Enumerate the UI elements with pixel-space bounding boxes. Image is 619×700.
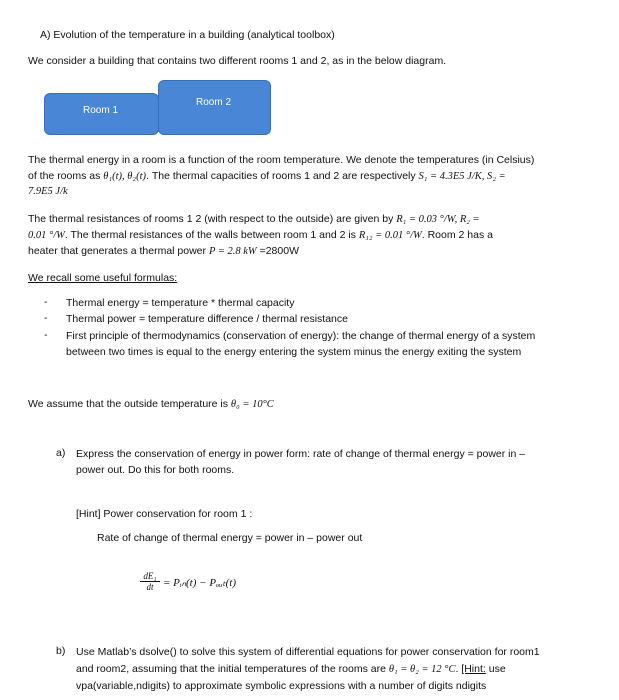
- formula-1: Thermal energy = temperature * thermal capacity: [66, 297, 295, 309]
- part-a-line-1: Express the conservation of energy in power form: rate of change of thermal energy = power in –: [76, 448, 526, 460]
- resistances-line-1: The thermal resistances of rooms 1 2 (with respect to the outside) are given by R₁ = 0.03 °/W, R₂ =: [28, 213, 480, 225]
- resistances-line-3: heater that generates a thermal power P = 2.8 kW =2800W: [28, 245, 299, 257]
- bullet-3: -: [44, 329, 48, 341]
- part-b-line-3: vpa(variable,ndigits) to approximate symbolic expressions with a number of digits ndigits: [76, 680, 487, 692]
- intro-text: We consider a building that contains two different rooms 1 and 2, as in the below diagram.: [28, 55, 447, 67]
- part-b-line-2: and room2, assuming that the initial temperatures of the rooms are θ₁ = θ₂ = 12 °C. [Hint: use: [76, 663, 506, 675]
- room-1-box: [44, 93, 159, 135]
- outside-temperature: We assume that the outside temperature is θ₀ = 10°C: [28, 398, 274, 410]
- equation-rhs: = Pᵢₙ(t) − Pₒᵤₜ(t): [163, 577, 237, 589]
- formula-2: Thermal power = temperature difference / thermal resistance: [66, 313, 348, 325]
- resistances-line-2: 0.01 °/W. The thermal resistances of the walls between room 1 and 2 is R₁₂ = 0.01 °/W. Room 2 has a: [28, 229, 493, 241]
- hint-heading: [Hint] Power conservation for room 1 :: [76, 508, 253, 520]
- formula-3: First principle of thermodynamics (conservation of energy): the change of thermal energy of a system: [66, 330, 536, 342]
- formula-3-cont: between two times is equal to the energy entering the system minus the energy exiting the system: [66, 346, 522, 358]
- section-title: A) Evolution of the temperature in a building (analytical toolbox): [40, 29, 335, 41]
- equation-numerator: dE₁: [140, 571, 160, 582]
- rate-statement: Rate of change of thermal energy = power in – power out: [97, 532, 363, 544]
- bullet-1: -: [44, 296, 48, 308]
- thermal-energy-line-2: of the rooms as θ₁(t), θ₂(t). The thermal capacities of rooms 1 and 2 are respectively S₁ = 4.3E5 J/K, S₂ =: [28, 170, 506, 182]
- thermal-energy-line-1: The thermal energy in a room is a function of the room temperature. We denote the temperatures (in Celsius): [28, 154, 535, 166]
- room-2-box: [158, 80, 271, 135]
- bullet-2: -: [44, 312, 48, 324]
- equation-denominator: dt: [146, 582, 154, 592]
- formulas-heading: We recall some useful formulas:: [28, 272, 178, 284]
- room-1-label: Room 1: [83, 105, 119, 116]
- part-a-line-2: power out. Do this for both rooms.: [76, 464, 235, 476]
- room-2-label: Room 2: [196, 97, 232, 108]
- equation-fraction: [140, 571, 160, 592]
- part-b-line-1: Use Matlab’s dsolve() to solve this system of differential equations for power conservation for room1: [76, 646, 540, 658]
- part-a-label: a): [56, 447, 66, 459]
- thermal-energy-line-3: 7.9E5 J/k: [28, 186, 68, 197]
- part-b-label: b): [56, 645, 66, 657]
